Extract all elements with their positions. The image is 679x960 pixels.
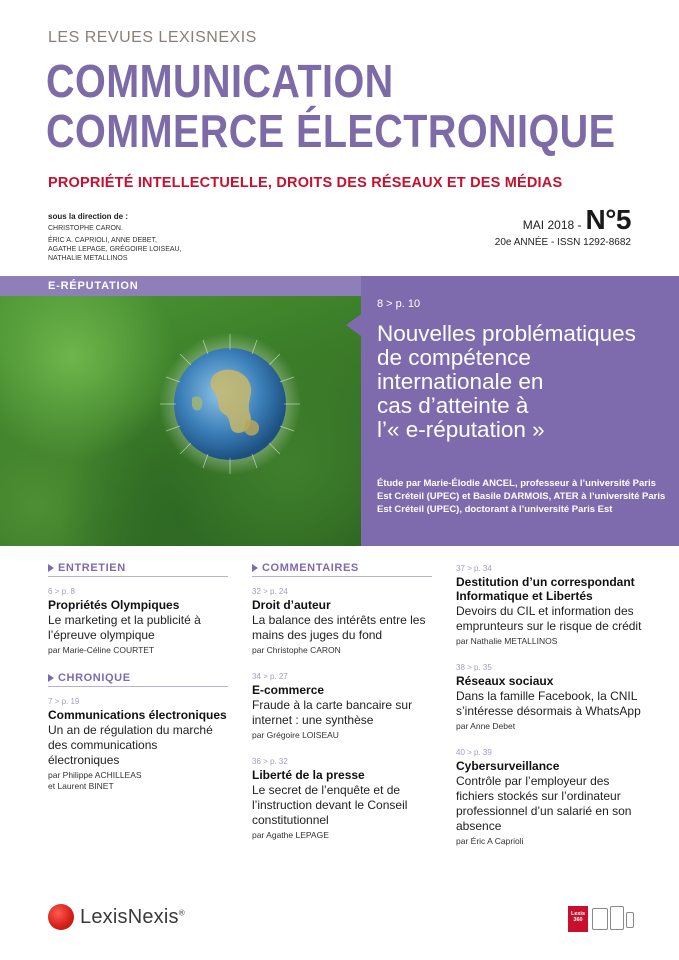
editorial-direction [48,212,288,263]
triangle-right-icon [252,564,258,572]
article-heading: Liberté de la presse [252,768,365,782]
article-heading: Réseaux sociaux [456,674,554,688]
rubric-entretien [48,562,228,577]
journal-title-line1: COMMUNICATION [46,55,394,107]
dandelion-globe-icon [158,332,302,476]
devices-icon [592,906,634,932]
triangle-right-icon [48,674,54,682]
editors-line-1: ÉRIC A. CAPRIOLI, ANNE DEBET, [48,237,157,244]
article-description: Le marketing et la publicité à l’épreuve olympique [48,613,201,642]
article-ref: 6 > p. 8 [48,587,75,596]
badge-line-2: 360 [573,917,583,923]
feature-title [377,322,667,442]
article-entry [456,748,646,847]
article-heading: E-commerce [252,683,325,697]
series-name: LES REVUES LEXISNEXIS [48,29,257,46]
editors-line-3: NATHALIE METALLINOS [48,255,128,262]
article-heading: Destitution d’un correspondant Informatique et Libertés [456,575,635,603]
article-description: Devoirs du CIL et information des emprunteurs sur le risque de crédit [456,604,642,633]
article-description: Dans la famille Facebook, la CNIL s’intéresse désormais à WhatsApp [456,689,641,718]
article-author: et Laurent BINET [48,781,114,791]
article-heading: Communications électroniques [48,708,227,722]
article-ref: 37 > p. 34 [456,564,492,573]
article-heading: Propriétés Olympiques [48,598,180,612]
article-description: Contrôle par l’employeur des fichiers stockés sur l’ordinateur professionnel d’un salarié en son absence [456,774,632,833]
feature-band [0,276,679,546]
article-description: Un an de régulation du marché des communications électroniques [48,723,213,767]
feature-title-line: cas d’atteinte à [377,393,529,418]
article-author: par Éric A Caprioli [456,836,524,846]
article-heading: Cybersurveillance [456,759,560,773]
issue-meta: 20e ANNÉE - ISSN 1292-8682 [494,237,631,248]
article-entry [456,663,646,732]
article-author: par Christophe CARON [252,645,341,655]
issue-date: MAI 2018 - [522,218,582,232]
journal-title-line2: COMMERCE ÉLECTRONIQUE [46,105,616,157]
article-entry [252,587,432,656]
registered-mark: ® [178,907,185,917]
article-author: par Marie-Céline COURTET [48,645,155,655]
issue-info [495,204,631,248]
feature-title-line: Nouvelles problématiques [377,321,636,346]
rubric-commentaires [252,562,432,577]
article-entry [252,757,432,841]
article-author: par Nathalie METALLINOS [456,636,558,646]
lexis360-badge [568,906,588,932]
rubric-label: CHRONIQUE [58,672,131,684]
publisher-logo [48,904,185,930]
column-2 [252,562,432,857]
article-description: Le secret de l’enquête et de l’instruction devant le Conseil constitutionnel [252,783,408,827]
direction-label: sous la direction de : [48,212,129,221]
column-3 [456,564,646,863]
article-description: La balance des intérêts entre les mains des juges du fond [252,613,426,642]
article-author: par Grégoire LOISEAU [252,730,339,740]
issue-number: N°5 [585,204,631,235]
triangle-right-icon [48,564,54,572]
feature-byline: Étude par Marie-Élodie ANCEL, professeur à l’université Paris Est Créteil (UPEC) et Basile DARMOIS, ATER à l’université Paris Est Créteil (UPEC), doctorant à l’université Paris Est [377,478,666,515]
feature-title-line: internationale en [377,369,544,394]
lexisnexis-logo-icon [48,904,74,930]
cover-photo [0,276,361,546]
article-ref: 32 > p. 24 [252,587,288,596]
article-ref: 40 > p. 39 [456,748,492,757]
panel-notch [346,314,361,336]
article-ref: 38 > p. 35 [456,663,492,672]
editors-line-2: AGATHE LEPAGE, GRÉGOIRE LOISEAU, [48,246,182,253]
article-ref: 34 > p. 27 [252,672,288,681]
feature-ref: 8 > p. 10 [377,298,421,310]
article-heading: Droit d’auteur [252,598,331,612]
journal-subtitle: PROPRIÉTÉ INTELLECTUELLE, DROITS DES RÉSEAUX ET DES MÉDIAS [48,175,563,191]
article-entry [456,564,646,647]
article-author: par Philippe ACHILLEAS [48,770,142,780]
article-entry [48,587,228,656]
feature-title-line: l’« e-réputation » [377,417,545,442]
feature-rubric: E-RÉPUTATION [48,280,139,292]
column-1 [48,562,228,808]
rubric-chronique [48,672,228,687]
article-author: par Agathe LEPAGE [252,830,329,840]
rubric-label: COMMENTAIRES [262,562,359,574]
article-ref: 7 > p. 19 [48,697,80,706]
director-name: CHRISTOPHE CARON. [48,225,123,232]
logo-text: LexisNexis [80,905,179,928]
article-entry [252,672,432,741]
article-ref: 36 > p. 32 [252,757,288,766]
badge-line-1: Lexis [570,911,586,917]
feature-title-line: de compétence [377,345,531,370]
article-description: Fraude à la carte bancaire sur internet : une synthèse [252,698,413,727]
article-author: par Anne Debet [456,721,516,731]
rubric-label: ENTRETIEN [58,562,126,574]
article-entry [48,697,228,792]
